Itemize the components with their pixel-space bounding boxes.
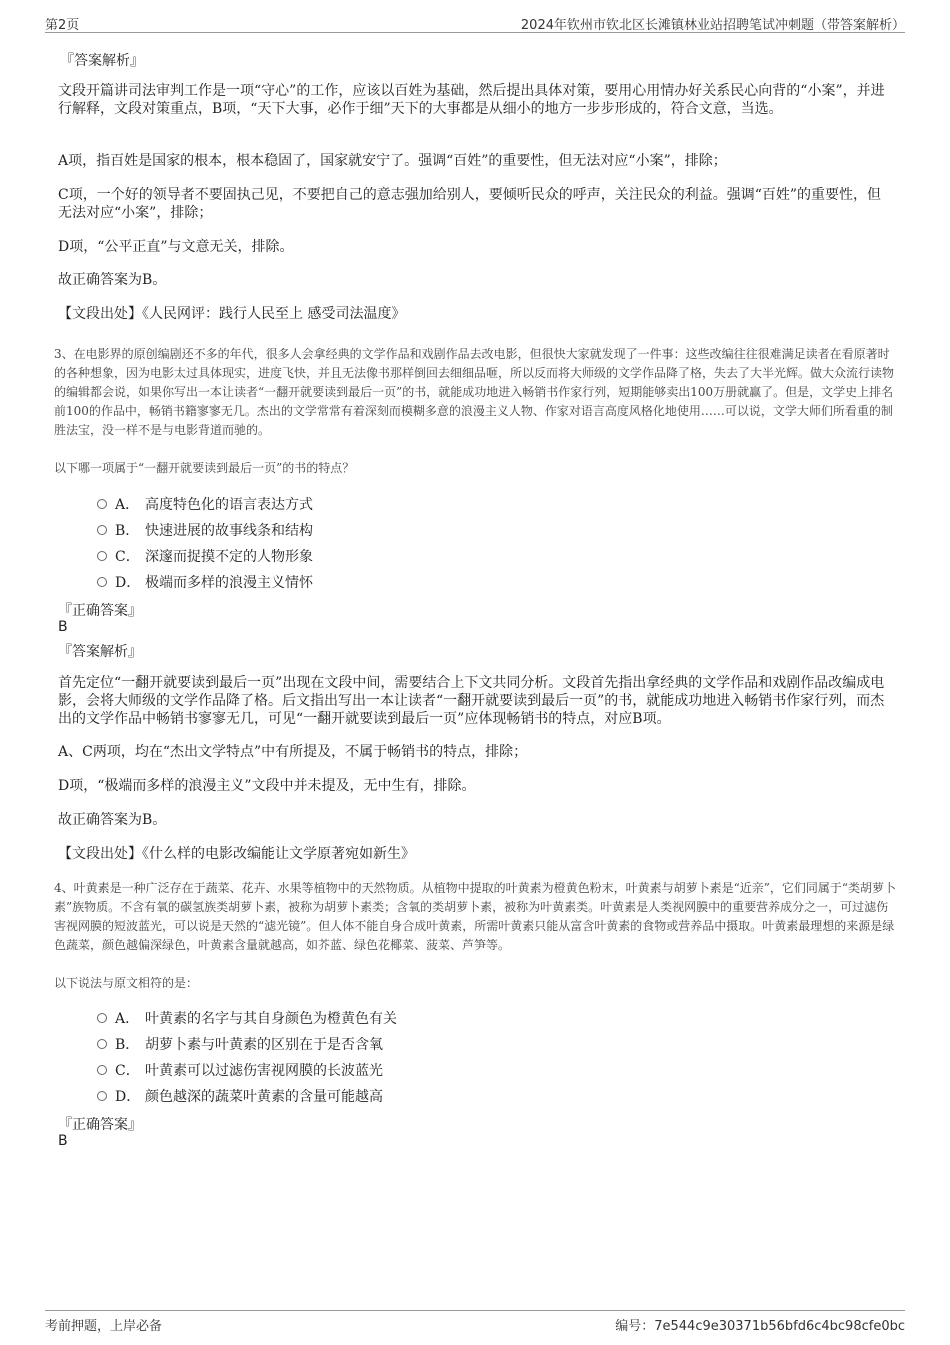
- page-header: [45, 12, 905, 33]
- correct-answer-tag: 『正确答案』: [58, 1117, 142, 1133]
- analysis-paragraph: 文段开篇讲司法审判工作是一项“守心”的工作，应该以百姓为基础，然后提出具体对策，要用心用情办好关系民心向背的“小案”，并进行解释，文段对策重点，B项，“天下大事，必作于细”天下的大事都是从细小的地方一步步形成的，符合文意，当选。: [58, 83, 885, 117]
- q4-option-d[interactable]: D． 颜色越深的蔬菜叶黄素的含量可能越高: [97, 1086, 383, 1106]
- page-number: 第2页: [45, 18, 80, 33]
- question-4-prompt: 以下说法与原文相符的是：: [54, 976, 199, 990]
- q3-option-c[interactable]: C． 深邃而捉摸不定的人物形象: [97, 546, 313, 566]
- analysis-paragraph: D项，“极端而多样的浪漫主义”文段中并未提及，无中生有，排除。: [58, 778, 476, 794]
- page-footer: [45, 1310, 905, 1335]
- question-3-text: 3、在电影界的原创编剧还不多的年代，很多人会拿经典的文学作品和戏剧作品去改电影，但很快大家就发现了一件事：这些改编往往很难满足读者在看原著时的各种想象，因为电影太过具体现实，进度飞快，并且无法像书那样倒回去细细品咂，所以反而将大师级的文学作品降了格，失去了大半光辉。做大众流行读物的编辑都会说，如果你写出一本让读者“一翻开就要读到最后一页”的书，就能成功地进入畅销书作家行列，短期能够卖出100万册就赢了。但是，文学史上排名前100的作品中，畅销书籍寥寥无几。杰出的文学常常有着深刻而模糊多意的浪漫主义人物、作家对语言高度风格化地使用……可以说，文学大师们所看重的制胜法宝，没一样不是与电影背道而驰的。: [54, 347, 895, 437]
- radio-button-icon[interactable]: [97, 551, 107, 561]
- correct-answer-tag: 『正确答案』: [58, 603, 142, 619]
- source-line: 【文段出处】《人民网评：践行人民至上 感受司法温度》: [58, 306, 406, 322]
- correct-answer-value: B: [58, 1133, 68, 1149]
- document-title: 2024年钦州市钦北区长滩镇林业站招聘笔试冲刺题（带答案解析）: [520, 18, 905, 33]
- analysis-paragraph: D项，“公平正直”与文意无关，排除。: [58, 239, 294, 255]
- q4-option-c[interactable]: C． 叶黄素可以过滤伤害视网膜的长波蓝光: [97, 1060, 383, 1080]
- q3-option-d[interactable]: D． 极端而多样的浪漫主义情怀: [97, 572, 313, 592]
- final-answer-line: 故正确答案为B。: [58, 272, 167, 288]
- footer-slogan: 考前押题，上岸必备: [45, 1319, 163, 1334]
- q3-option-b[interactable]: B． 快速进展的故事线条和结构: [97, 520, 313, 540]
- radio-button-icon[interactable]: [97, 1065, 107, 1075]
- analysis-tag: 『答案解析』: [58, 644, 142, 660]
- correct-answer-value: B: [58, 619, 68, 635]
- radio-button-icon[interactable]: [97, 499, 107, 509]
- analysis-paragraph: A项，指百姓是国家的根本，根本稳固了，国家就安宁了。强调“百姓”的重要性，但无法对应“小案”，排除；: [58, 153, 727, 169]
- analysis-paragraph: A、C两项，均在“杰出文学特点”中有所提及，不属于畅销书的特点，排除；: [58, 744, 528, 760]
- q4-option-b[interactable]: B． 胡萝卜素与叶黄素的区别在于是否含氧: [97, 1034, 383, 1054]
- analysis-paragraph: C项，一个好的领导者不要固执己见，不要把自己的意志强加给别人，要倾听民众的呼声，关注民众的利益。强调“百姓”的重要性，但无法对应“小案”，排除；: [58, 187, 882, 221]
- question-4-text: 4、叶黄素是一种广泛存在于蔬菜、花卉、水果等植物中的天然物质。从植物中提取的叶黄素为橙黄色粉末，叶黄素与胡萝卜素是“近亲”，它们同属于“类胡萝卜素”族物质。不含有氧的碳氢族类胡萝卜素，被称为胡萝卜素类；含氧的类胡萝卜素，被称为叶黄素类。叶黄素是人类视网膜中的重要营养成分之一，可过滤伤害视网膜的短波蓝光，可以说是天然的“滤光镜”。但人体不能自身合成叶黄素，所需叶黄素只能从富含叶黄素的食物或营养品中摄取。叶黄素最理想的来源是绿色蔬菜，颜色越偏深绿色，叶黄素含量就越高，如芥蓝、绿色花椰菜、菠菜、芦笋等。: [54, 881, 897, 952]
- q4-option-a[interactable]: A． 叶黄素的名字与其自身颜色为橙黄色有关: [97, 1008, 397, 1028]
- radio-button-icon[interactable]: [97, 577, 107, 587]
- analysis-tag: 『答案解析』: [60, 53, 144, 69]
- question-3-prompt: 以下哪一项属于“一翻开就要读到最后一页”的书的特点？: [54, 461, 355, 475]
- analysis-paragraph: 首先定位“一翻开就要读到最后一页”出现在文段中间，需要结合上下文共同分析。文段首先指出拿经典的文学作品和戏剧作品改编成电影，会将大师级的文学作品降了格。后文指出写出一本让读者“一翻开就要读到最后一页”的书，就能成功地进入畅销书作家行列，而杰出的文学作品中畅销书寥寥无几，可见“一翻开就要读到最后一页”应体现畅销书的特点，对应B项。: [58, 675, 885, 727]
- document-code: 编号：7e544c9e30371b56bfd6c4bc98cfe0bc: [615, 1319, 905, 1334]
- radio-button-icon[interactable]: [97, 525, 107, 535]
- q3-option-a[interactable]: A． 高度特色化的语言表达方式: [97, 494, 313, 514]
- final-answer-line: 故正确答案为B。: [58, 812, 167, 828]
- radio-button-icon[interactable]: [97, 1091, 107, 1101]
- radio-button-icon[interactable]: [97, 1039, 107, 1049]
- radio-button-icon[interactable]: [97, 1013, 107, 1023]
- source-line: 【文段出处】《什么样的电影改编能让文学原著宛如新生》: [58, 846, 415, 862]
